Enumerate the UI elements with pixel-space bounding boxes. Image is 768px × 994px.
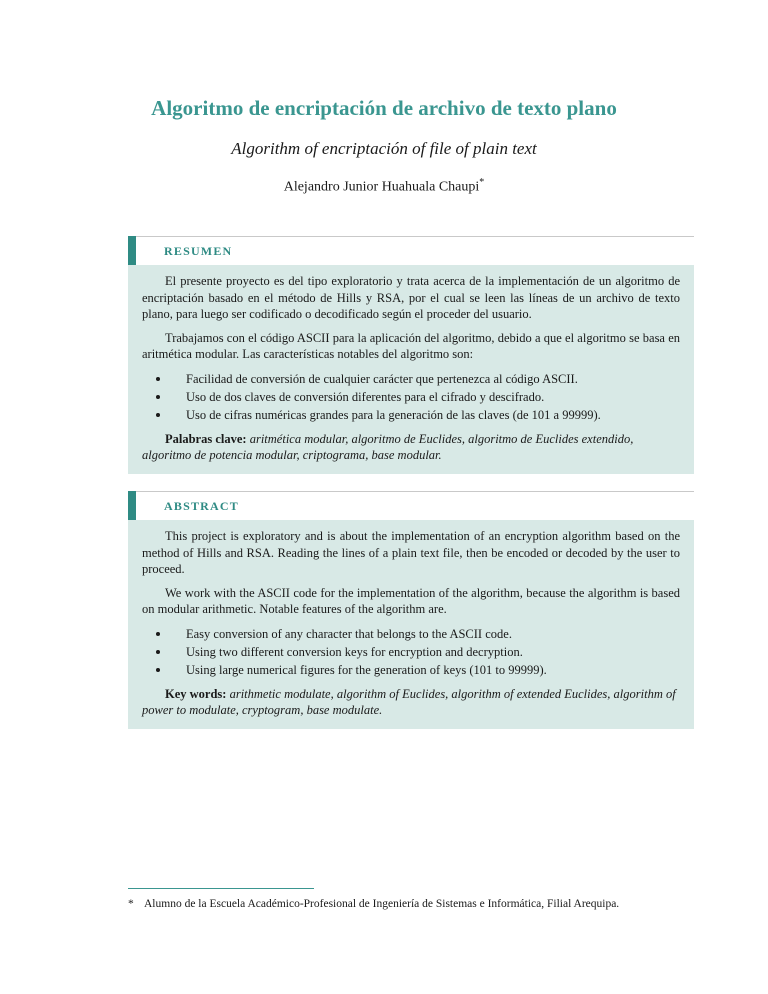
abstract-keywords xyxy=(142,686,680,719)
footnote-divider xyxy=(128,888,314,889)
abstract-body xyxy=(128,520,694,729)
abstract-accent-bar xyxy=(128,491,136,520)
list-item xyxy=(142,661,680,679)
author-line xyxy=(0,177,768,196)
author-footnote-mark: * xyxy=(479,177,485,188)
abstract-heading: ABSTRACT xyxy=(164,499,239,513)
abstract-bullet-list xyxy=(142,625,680,679)
footnote-mark: * xyxy=(128,898,134,910)
list-item xyxy=(142,406,680,424)
resumen-paragraph-2: Trabajamos con el código ASCII para la aplicación del algoritmo, debido a que el algoritmo se basa en aritmética modular. Las características notables del algoritmo son: xyxy=(142,330,680,361)
resumen-paragraph-1: El presente proyecto es del tipo exploratorio y trata acerca de la implementación de un algoritmo de encriptación basado en el método de Hills y RSA, por el cual se leen las líneas de un archivo de texto plano, para luego ser codificado o decodificado según el proceder del usuario. xyxy=(142,274,680,321)
resumen-section xyxy=(128,236,694,474)
bullet-text: Facilidad de conversión de cualquier carácter que pertenezca al código ASCII. xyxy=(186,371,578,386)
abstract-paragraph-2: We work with the ASCII code for the implementation of the algorithm, because the algorithm is based on modular arithmetic. Notable features of the algorithm are. xyxy=(142,585,680,616)
bullet-text: Uso de cifras numéricas grandes para la generación de las claves (de 101 a 99999). xyxy=(186,407,601,422)
keywords-label: Key words: xyxy=(165,686,227,701)
keywords-text: arithmetic modulate, algorithm of Euclides, algorithm of extended Euclides, algorithm of power to modulate, cryptogram, base modulate. xyxy=(142,686,676,717)
bullet-text: Using two different conversion keys for encryption and decryption. xyxy=(186,644,523,659)
list-item xyxy=(142,370,680,388)
author-name: Alejandro Junior Huahuala Chaupi xyxy=(283,179,480,195)
abstract-section xyxy=(128,491,694,729)
resumen-bullet-list xyxy=(142,370,680,424)
footnote xyxy=(128,898,694,910)
resumen-header xyxy=(128,236,694,265)
resumen-keywords xyxy=(142,431,680,464)
bullet-icon xyxy=(156,395,160,399)
paper-subtitle: Algorithm of encriptación of file of plain text xyxy=(231,139,537,158)
abstract-header xyxy=(128,491,694,520)
bullet-text: Easy conversion of any character that belongs to the ASCII code. xyxy=(186,626,512,641)
footnote-text: Alumno de la Escuela Académico-Profesional de Ingeniería de Sistemas e Informática, Filial Arequipa. xyxy=(144,898,620,910)
keywords-label: Palabras clave: xyxy=(165,431,247,446)
keywords-text: aritmética modular, algoritmo de Euclides, algoritmo de Euclides extendido, algoritmo de potencia modular, criptograma, base modular. xyxy=(142,431,634,462)
bullet-icon xyxy=(156,632,160,636)
bullet-icon xyxy=(156,377,160,381)
resumen-accent-bar xyxy=(128,236,136,265)
resumen-body xyxy=(128,265,694,474)
bullet-text: Uso de dos claves de conversión diferentes para el cifrado y descifrado. xyxy=(186,389,545,404)
paper-title: Algoritmo de encriptación de archivo de texto plano xyxy=(151,96,617,120)
list-item xyxy=(142,388,680,406)
abstract-paragraph-1: This project is exploratory and is about the implementation of an encryption algorithm based on the method of Hills and RSA. Reading the lines of a plain text file, then be encoded or decoded by the user to proceed. xyxy=(142,529,680,576)
resumen-heading: RESUMEN xyxy=(164,244,233,258)
bullet-icon xyxy=(156,668,160,672)
bullet-icon xyxy=(156,650,160,654)
list-item xyxy=(142,643,680,661)
list-item xyxy=(142,625,680,643)
bullet-icon xyxy=(156,413,160,417)
bullet-text: Using large numerical figures for the generation of keys (101 to 99999). xyxy=(186,662,547,677)
